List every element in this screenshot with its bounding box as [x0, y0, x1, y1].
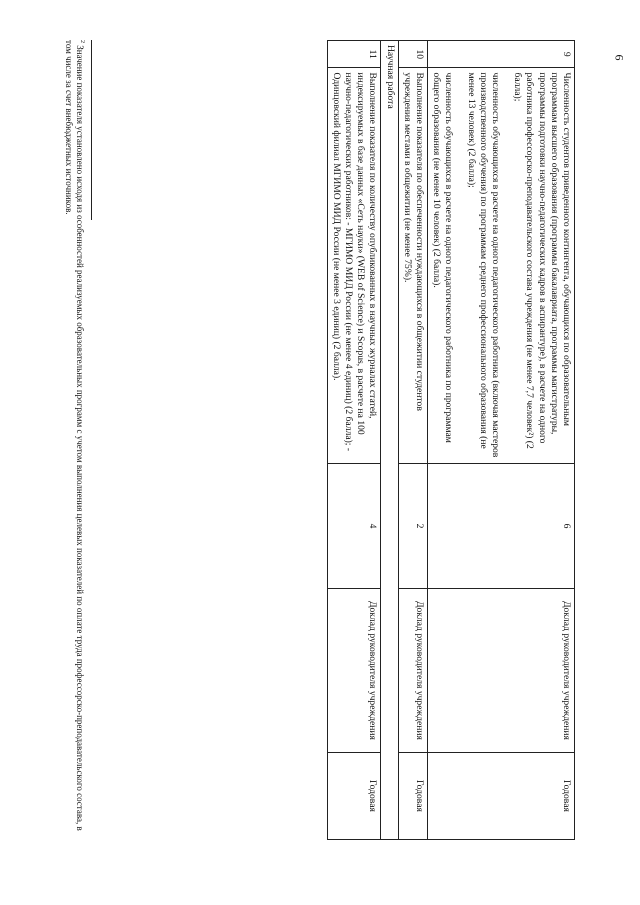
table-row: [327, 41, 381, 840]
period-cell: Годовая: [427, 752, 574, 839]
indicator-text: [427, 68, 574, 463]
page-number: 6: [612, 54, 627, 61]
indicator-paragraph: Выполнение показателя по обеспеченности нуждающихся в общежитии студентов учреждения местами в общежитии (не менее 75%).: [401, 72, 425, 411]
indicator-text: [327, 68, 381, 463]
period-cell: Годовая: [398, 752, 427, 839]
section-label: Научная работа: [381, 41, 398, 840]
indicator-text: [398, 68, 427, 463]
footnote: [63, 40, 92, 840]
row-number: 10: [398, 41, 427, 68]
indicator-paragraph: Численность студентов приведенного контингента, обучающихся по образовательным программам высшего образования (программы бакалавриата, программы магистратуры, программы подготовки научно-педагогических кадров в аспирантуре), в расчете на одного работника профессорско-преподавательского состава учреждения (не менее 7,7 человек²) (2 балла);: [512, 72, 572, 449]
source-cell: Доклад руководителя учреждения: [427, 589, 574, 753]
indicator-paragraph: Выполнение показателя по количеству опубликованных в научных журналах статей, индексируемых в базе данных «Сеть науки» (WEB of Science) и Scopus, в расчете на 100 научно-педагогических работников: - МГИМО МИД России (не менее 4 единиц) (2 балла); - Одинцовский филиал МГИМО МИД России (не менее 3 единиц) (2 балла).: [330, 72, 379, 452]
document-sheet: [105, 40, 575, 840]
indicator-paragraph: численность обучающихся в расчете на одного педагогического работника по программам общего образования (не менее 10 человек) (2 балла).: [431, 72, 455, 443]
period-cell: Годовая: [327, 752, 381, 839]
footnote-divider: [91, 40, 92, 220]
indicator-paragraph: численность обучающихся в расчете на одного педагогического работника (включая мастеров производственного обучения) по программам среднего профессионального образования (не менее 13 человек) (2 балла);: [465, 72, 501, 458]
row-number: 11: [327, 41, 381, 68]
footnote-mark: 2: [79, 40, 85, 43]
source-cell: Доклад руководителя учреждения: [398, 589, 427, 753]
row-number: 9: [427, 41, 574, 68]
source-cell: Доклад руководителя учреждения: [327, 589, 381, 753]
section-row: [381, 41, 398, 840]
footnote-text: Значение показателя установлено исходя из особенностей реализуемых образовательных программ с учетом выполнения целевых показателей по оплате труда профессорско-преподавательского состава, в том числе за счет внебюджетных источников.: [64, 40, 85, 831]
score-cell: 4: [327, 463, 381, 588]
score-cell: 6: [427, 463, 574, 588]
score-cell: 2: [398, 463, 427, 588]
table-row: [427, 41, 574, 840]
indicators-table: [327, 40, 575, 840]
table-row: [398, 41, 427, 840]
